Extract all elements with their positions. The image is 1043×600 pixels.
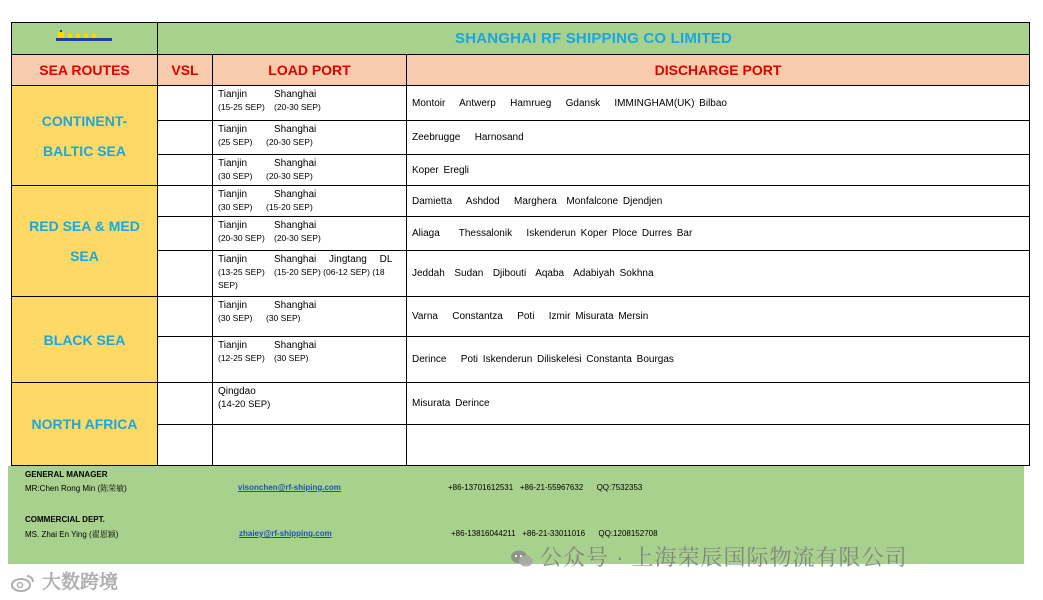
load-date: (20-30 SEP) [274, 102, 321, 112]
load-date: (13-25 SEP) [218, 267, 265, 277]
load-port-cell [213, 121, 407, 155]
load-date: (20-30 SEP) [218, 233, 265, 243]
sea-route-name [12, 383, 158, 466]
discharge-port-cell: Aliaga Thessalonik Iskenderun Koper Ploce Durres Bar [407, 217, 1030, 251]
logo-cell [12, 23, 158, 55]
vessel-cell [158, 297, 213, 337]
vessel-cell [158, 186, 213, 217]
shipping-schedule-table [11, 22, 1030, 466]
load-port-name: Shanghai [274, 89, 317, 100]
load-port-name: Tianjin [218, 189, 248, 200]
load-port-cell [213, 383, 407, 425]
sea-route-name [12, 186, 158, 297]
route-row [12, 337, 1030, 383]
discharge-port-cell: Damietta Ashdod Marghera Monfalcone Djendjen [407, 186, 1030, 217]
load-date: (20-30 SEP) [266, 137, 313, 147]
load-port-name: Shanghai [274, 220, 317, 231]
load-date: (30 SEP) [218, 313, 253, 323]
route-row [12, 425, 1030, 466]
load-port-name: Tianjin [218, 340, 248, 351]
load-port-name: Shanghai [274, 300, 317, 311]
load-port-name: Shanghai [274, 124, 317, 135]
header-row [12, 55, 1030, 86]
load-port-name: Tianjin [218, 158, 248, 169]
sea-route-line: CONTINENT- [41, 112, 128, 129]
load-port-name: Shanghai [274, 158, 317, 169]
route-row [12, 383, 1030, 425]
contact-dept: GENERAL MANAGER [25, 470, 108, 479]
wechat-icon [510, 549, 534, 569]
route-row [12, 121, 1030, 155]
contact-name: MS. Zhai En Ying (翟恩颖) [25, 530, 119, 539]
discharge-port-cell [407, 425, 1030, 466]
header-vsl: VSL [158, 55, 213, 86]
contact-name: MR:Chen Rong Min (陈荣敏) [25, 484, 127, 493]
header-load-port: LOAD PORT [213, 55, 407, 86]
load-date: (30 SEP) [274, 353, 309, 363]
vessel-cell [158, 251, 213, 297]
load-port-name: Qingdao [218, 386, 256, 397]
header-sea-routes: SEA ROUTES [12, 55, 158, 86]
vessel-cell [158, 217, 213, 251]
load-date: (20-30 SEP) [266, 171, 313, 181]
discharge-port-cell: Montoir Antwerp Hamrueg Gdansk IMMINGHAM(UK) Bilbao [407, 86, 1030, 121]
route-row [12, 217, 1030, 251]
contact-email-link[interactable]: visonchen@rf-shiping.com [238, 483, 341, 492]
vessel-cell [158, 121, 213, 155]
discharge-port-cell: Varna Constantza Poti Izmir Misurata Mersin [407, 297, 1030, 337]
load-date: (30 SEP) [266, 313, 301, 323]
title-row [12, 23, 1030, 55]
discharge-port-cell: Koper Eregli [407, 155, 1030, 186]
load-date: (12-25 SEP) [218, 353, 265, 363]
vessel-cell [158, 155, 213, 186]
load-port-cell [213, 155, 407, 186]
load-port-name: Shanghai [274, 340, 317, 351]
contact-email-link[interactable]: zhaiey@rf-shipping.com [239, 529, 332, 538]
load-port-name: Tianjin [218, 89, 248, 100]
contact-phones: +86-13816044211 +86-21-33011016 QQ:1208152708 [451, 529, 658, 538]
vessel-cell [158, 86, 213, 121]
load-port-cell [213, 86, 407, 121]
sea-route-line: BALTIC SEA [43, 142, 126, 159]
cargo-ship-icon [54, 29, 116, 43]
sea-route-name [12, 86, 158, 186]
load-port-name: Shanghai [274, 189, 317, 200]
vessel-cell [158, 383, 213, 425]
company-title: SHANGHAI RF SHIPPING CO LIMITED [158, 23, 1030, 55]
route-row [12, 155, 1030, 186]
load-port-name: Tianjin [218, 220, 248, 231]
discharge-port-cell: Jeddah Sudan Djibouti Aqaba Adabiyah Sokhna [407, 251, 1030, 297]
vessel-cell [158, 425, 213, 466]
weibo-watermark [10, 567, 118, 594]
sea-route-line: RED SEA & MED [29, 218, 140, 234]
load-date: (15-25 SEP) [218, 102, 265, 112]
wechat-watermark-text: 公众号 · 上海荣辰国际物流有限公司 [540, 545, 908, 570]
load-date: (14-20 SEP) [218, 399, 271, 410]
load-port-cell [213, 337, 407, 383]
load-date: (20-30 SEP) [274, 233, 321, 243]
load-date: (15-20 SEP) [266, 202, 313, 212]
load-date: (30 SEP) [218, 202, 253, 212]
load-port-name: Tianjin [218, 254, 248, 265]
contact-dept: COMMERCIAL DEPT. [25, 515, 105, 524]
route-row [12, 86, 1030, 121]
weibo-icon [10, 573, 36, 593]
route-row [12, 297, 1030, 337]
load-date: (30 SEP) [218, 171, 253, 181]
load-port-name: Shanghai Jingtang DL [274, 254, 393, 265]
load-port-cell [213, 251, 407, 297]
vessel-cell [158, 337, 213, 383]
route-row [12, 186, 1030, 217]
contact-phones: +86-13701612531 +86-21-55967632 QQ:7532353 [448, 483, 643, 492]
wechat-watermark [510, 541, 908, 572]
sea-route-line: NORTH AFRICA [31, 416, 138, 432]
header-discharge-port: DISCHARGE PORT [407, 55, 1030, 86]
sea-route-line: BLACK SEA [43, 331, 126, 348]
weibo-watermark-text: 大数跨境 [42, 572, 119, 593]
discharge-port-cell: Zeebrugge Harnosand [407, 121, 1030, 155]
load-port-cell [213, 186, 407, 217]
discharge-port-cell: Derince Poti Iskenderun Diliskelesi Constanta Bourgas [407, 337, 1030, 383]
load-port-cell [213, 217, 407, 251]
load-port-name: Tianjin [218, 300, 248, 311]
load-port-cell [213, 297, 407, 337]
load-date: (15-20 SEP) (06-12 SEP) (18 SEP) [218, 267, 385, 290]
discharge-port-cell: Misurata Derince [407, 383, 1030, 425]
load-date: (25 SEP) [218, 137, 253, 147]
sea-route-line: SEA [70, 248, 99, 264]
route-row [12, 251, 1030, 297]
load-port-name: Tianjin [218, 124, 248, 135]
sea-route-name [12, 297, 158, 383]
load-port-cell [213, 425, 407, 466]
